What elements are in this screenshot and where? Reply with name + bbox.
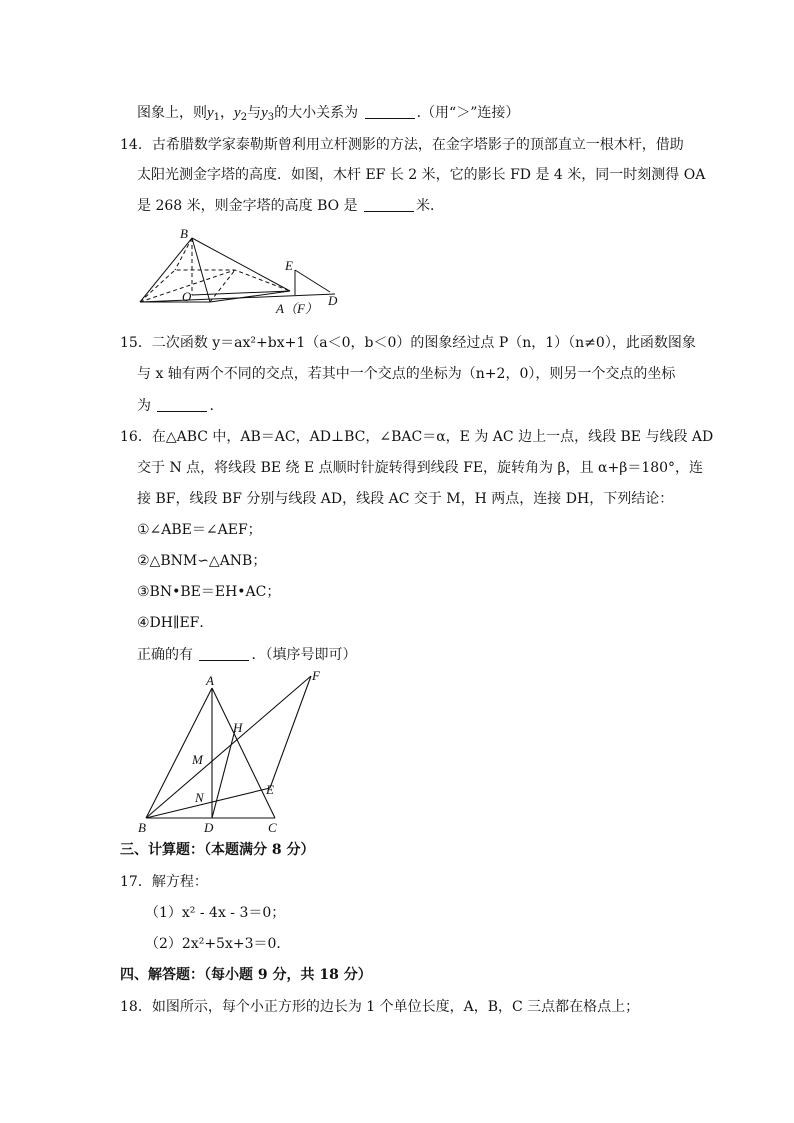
- q13-y2-sub: 2: [240, 112, 248, 123]
- q16-answer-suffix: ．（填序号即可）: [251, 647, 357, 663]
- fig16-label-d: D: [204, 820, 214, 835]
- q14-line3-text: 是 268 米，则金字塔的高度 BO 是: [137, 198, 358, 214]
- q16-line3: 接 BF，线段 BF 分别与线段 AD，线段 AC 交于 M，H 两点，连接 DH，下列结论：: [137, 491, 674, 507]
- q13-y3: y: [261, 105, 268, 121]
- q13-sep2: 与: [247, 105, 262, 121]
- q16-conclusion-4: ④DH∥EF．: [137, 615, 214, 631]
- q13-tail-line: [137, 103, 519, 128]
- fig16-label-f: F: [312, 668, 320, 683]
- fig16-label-b: B: [138, 820, 146, 835]
- q16-line2: 交于 N 点，将线段 BE 绕 E 点顺时针旋转得到线段 FE，旋转角为 β，且 α+β＝180°，连: [137, 460, 704, 476]
- q17-part1: （1）x² - 4x - 3＝0；: [145, 905, 286, 921]
- fig14-label-d: D: [328, 293, 338, 308]
- fig16-label-a: A: [206, 673, 214, 688]
- q16-conclusion-1: ①∠ABE＝∠AEF；: [137, 522, 262, 538]
- q14-line3-end: 米．: [416, 198, 445, 214]
- q13-sep: ，: [220, 105, 235, 121]
- q14-line2: 太阳光测金字塔的高度．如图，木杆 EF 长 2 米，它的影长 FD 是 4 米，同一时刻测得 OA: [137, 167, 706, 183]
- q16-conclusion-3: ③BN•BE＝EH•AC；: [137, 584, 281, 600]
- q16-line1: 16．在△ABC 中，AB＝AC，AD⊥BC，∠BAC＝α，E 为 AC 边上一点，线段 BE 与线段 AD: [120, 429, 714, 445]
- section3-title: 三、计算题：（本题满分 8 分）: [120, 842, 315, 858]
- fig16-label-c: C: [268, 820, 277, 835]
- q16-answer-blank[interactable]: [199, 648, 249, 661]
- q13-y2: y: [234, 105, 241, 121]
- q15-line3: [137, 396, 214, 416]
- fig16-label-m: M: [192, 752, 203, 767]
- fig16-label-n: N: [195, 790, 204, 805]
- q16-answer-prefix: 正确的有: [137, 647, 193, 663]
- fig16-label-h: H: [233, 720, 243, 735]
- fig14-label-e: E: [285, 258, 293, 273]
- q14-answer-blank[interactable]: [364, 199, 414, 212]
- q13-answer-blank[interactable]: [365, 106, 415, 119]
- fig16-label-e: E: [266, 782, 274, 797]
- q15-answer-blank[interactable]: [157, 399, 207, 412]
- q18-line1: 18．如图所示，每个小正方形的边长为 1 个单位长度，A，B，C 三点都在格点上；: [120, 999, 640, 1015]
- section4-title: 四、解答题：（每小题 9 分，共 18 分）: [120, 967, 372, 983]
- q13-y1: y: [207, 105, 214, 121]
- q13-y1-sub: 1: [213, 112, 221, 123]
- fig14-label-b: B: [180, 226, 188, 241]
- q13-text: 图象上，则: [137, 105, 207, 121]
- q14-line3: [137, 196, 444, 216]
- q13-y3-sub: 3: [267, 112, 275, 123]
- pyramid-figure: [130, 225, 350, 320]
- q17-title: 17．解方程：: [120, 874, 208, 890]
- fig14-label-af: A（F）: [276, 301, 318, 316]
- q13-text2: 的大小关系为: [274, 105, 359, 121]
- q16-conclusion-2: ②△BNM∽△ANB；: [137, 553, 267, 569]
- q15-line2: 与 x 轴有两个不同的交点，若其中一个交点的坐标为（n+2，0），则另一个交点的坐标: [137, 366, 676, 382]
- q16-answer-line: [137, 645, 356, 665]
- q15-line3-end: .: [209, 398, 214, 414]
- q15-line1: 15．二次函数 y＝ax²+bx+1（a＜0，b＜0）的图象经过点 P（n，1）（n≠0），此函数图象: [120, 335, 696, 351]
- fig14-label-o: O: [182, 289, 192, 304]
- q14-line1: 14．古希腊数学家泰勒斯曾利用立杆测影的方法，在金字塔影子的顶部直立一根木杆，借助: [120, 137, 684, 153]
- q15-line3-text: 为: [137, 398, 151, 414]
- triangle-figure: [135, 668, 335, 836]
- q17-part2: （2）2x²+5x+3＝0．: [145, 936, 291, 952]
- q13-text3: .（用“＞”连接）: [416, 105, 520, 121]
